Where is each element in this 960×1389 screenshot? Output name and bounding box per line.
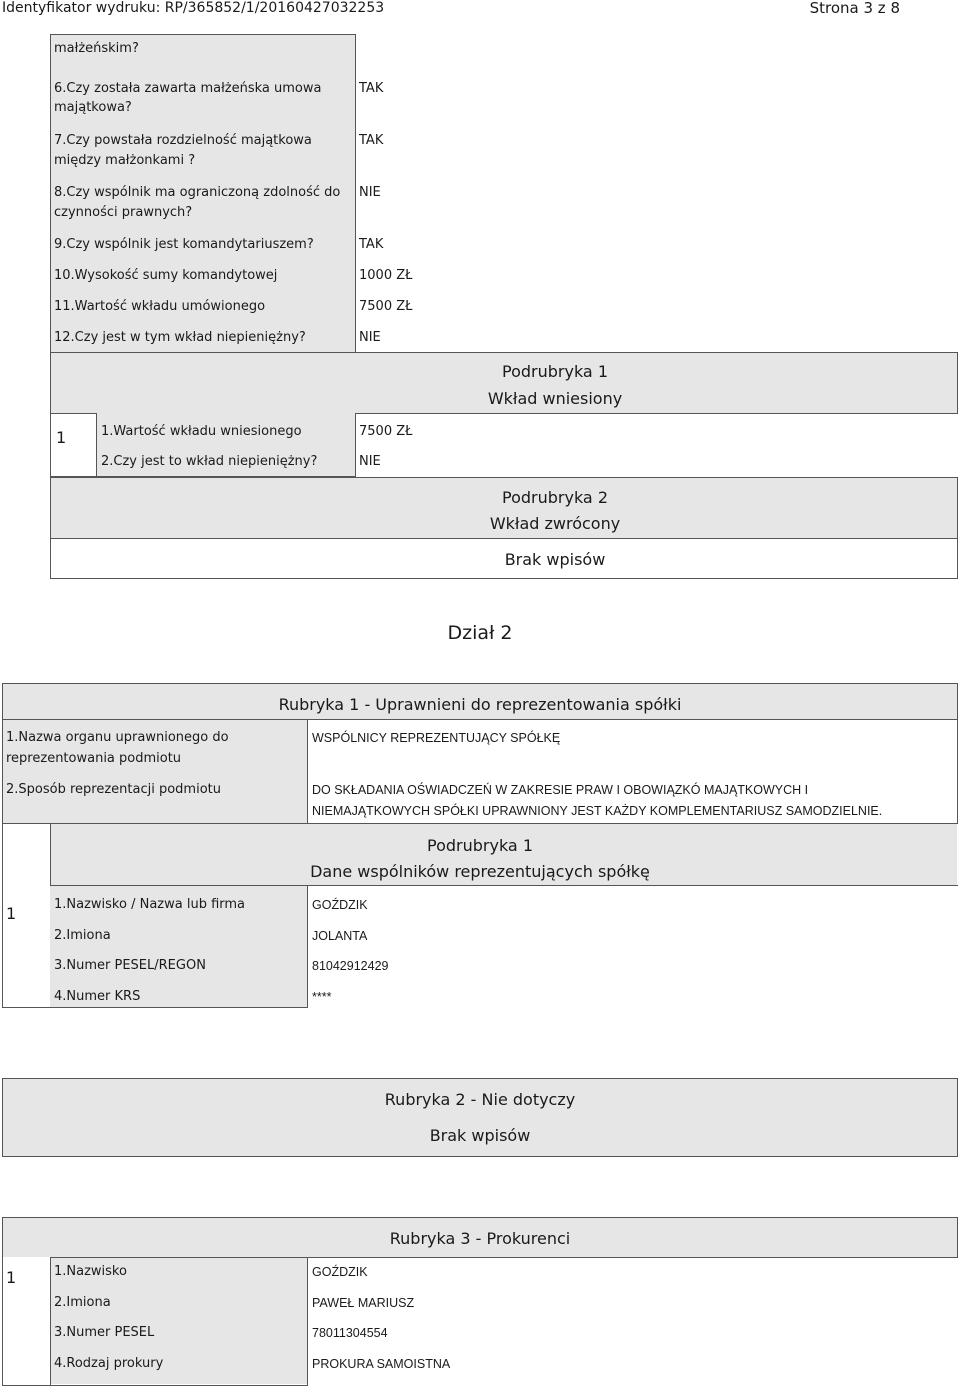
row-value: PAWEŁ MARIUSZ bbox=[312, 1296, 415, 1310]
prokurent-index: 1 bbox=[6, 1268, 17, 1287]
row-value: 78011304554 bbox=[312, 1326, 388, 1340]
row-value: GOŹDZIK bbox=[312, 1265, 368, 1279]
row-value: DO SKŁADANIA OŚWIADCZEŃ W ZAKRESIE PRAW I OBOWIĄZKÓ MAJĄTKOWYCH I bbox=[312, 783, 809, 797]
row-label: 4.Numer KRS bbox=[54, 989, 141, 1004]
row-label: między małżonkami ? bbox=[54, 153, 196, 168]
row-label: 9.Czy wspólnik jest komandytariuszem? bbox=[54, 237, 314, 252]
row-value: NIE bbox=[359, 185, 381, 200]
row-value: 81042912429 bbox=[312, 959, 389, 973]
row-value: TAK bbox=[359, 133, 384, 148]
row-value: TAK bbox=[359, 81, 384, 96]
row-label: 10.Wysokość sumy komandytowej bbox=[54, 268, 278, 283]
row-value: WSPÓLNICY REPREZENTUJĄCY SPÓŁKĘ bbox=[312, 731, 561, 745]
row-value: GOŹDZIK bbox=[312, 898, 368, 912]
row-value: JOLANTA bbox=[312, 929, 368, 943]
row-label: 12.Czy jest w tym wkład niepieniężny? bbox=[54, 330, 306, 345]
row-value: 1000 ZŁ bbox=[359, 268, 413, 283]
row-label: czynności prawnych? bbox=[54, 205, 193, 220]
podrubryka-title: Podrubryka 1 bbox=[427, 836, 533, 855]
podrubryka1-index: 1 bbox=[56, 428, 67, 447]
podrubryka-subtitle: Dane wspólników reprezentujących spółkę bbox=[310, 862, 650, 881]
row-value: 7500 ZŁ bbox=[359, 299, 413, 314]
row-label: 3.Numer PESEL bbox=[54, 1325, 155, 1340]
row-label: 6.Czy została zawarta małżeńska umowa bbox=[54, 81, 322, 96]
row-value: **** bbox=[312, 990, 332, 1004]
wspolnik-index: 1 bbox=[6, 904, 17, 923]
page-header bbox=[0, 0, 960, 22]
row-label: 4.Rodzaj prokury bbox=[54, 1356, 164, 1371]
row-value: NIE bbox=[359, 454, 381, 469]
row-label: 1.Nazwisko bbox=[54, 1264, 127, 1279]
row-label: 3.Numer PESEL/REGON bbox=[54, 958, 206, 973]
row-label: 7.Czy powstała rozdzielność majątkowa bbox=[54, 133, 312, 148]
page-number: Strona 3 z 8 bbox=[809, 0, 900, 17]
row-label: 2.Imiona bbox=[54, 928, 111, 943]
rubryka1-title: Rubryka 1 - Uprawnieni do reprezentowania spółki bbox=[278, 695, 682, 714]
row-value: NIE bbox=[359, 330, 381, 345]
row-label: 1.Wartość wkładu wniesionego bbox=[101, 424, 302, 439]
rubryka2-title: Rubryka 2 - Nie dotyczy bbox=[384, 1090, 576, 1109]
podrubryka1-title: Podrubryka 1 bbox=[502, 362, 608, 381]
row-value: TAK bbox=[359, 237, 384, 252]
row-label: 2.Czy jest to wkład niepieniężny? bbox=[101, 454, 318, 469]
row-label: małżeńskim? bbox=[54, 41, 139, 56]
print-id: Identyfikator wydruku: RP/365852/1/20160427032253 bbox=[2, 0, 385, 16]
section-title: Dział 2 bbox=[447, 622, 513, 644]
row-label: majątkowa? bbox=[54, 100, 132, 115]
row-value: PROKURA SAMOISTNA bbox=[312, 1357, 451, 1371]
row-label: 2.Sposób reprezentacji podmiotu bbox=[6, 782, 221, 797]
empty-entries-text: Brak wpisów bbox=[504, 550, 606, 569]
podrubryka2-title: Podrubryka 2 bbox=[502, 488, 608, 507]
row-value: 7500 ZŁ bbox=[359, 424, 413, 439]
podrubryka2-subtitle: Wkład zwrócony bbox=[489, 514, 621, 533]
row-label: 11.Wartość wkładu umówionego bbox=[54, 299, 266, 314]
row-label: 2.Imiona bbox=[54, 1295, 111, 1310]
podrubryka1-subtitle: Wkład wniesiony bbox=[487, 389, 623, 408]
row-label: 8.Czy wspólnik ma ograniczoną zdolność do bbox=[54, 185, 341, 200]
row-label: reprezentowania podmiotu bbox=[6, 751, 182, 766]
row-label: 1.Nazwa organu uprawnionego do bbox=[6, 730, 229, 745]
rubryka3-title: Rubryka 3 - Prokurenci bbox=[389, 1229, 571, 1248]
row-label: 1.Nazwisko / Nazwa lub firma bbox=[54, 897, 246, 912]
row-value: NIEMAJĄTKOWYCH SPÓŁKI UPRAWNIONY JEST KAŻDY KOMPLEMENTARIUSZ SAMODZIELNIE. bbox=[312, 804, 883, 818]
empty-entries-text: Brak wpisów bbox=[429, 1126, 531, 1145]
